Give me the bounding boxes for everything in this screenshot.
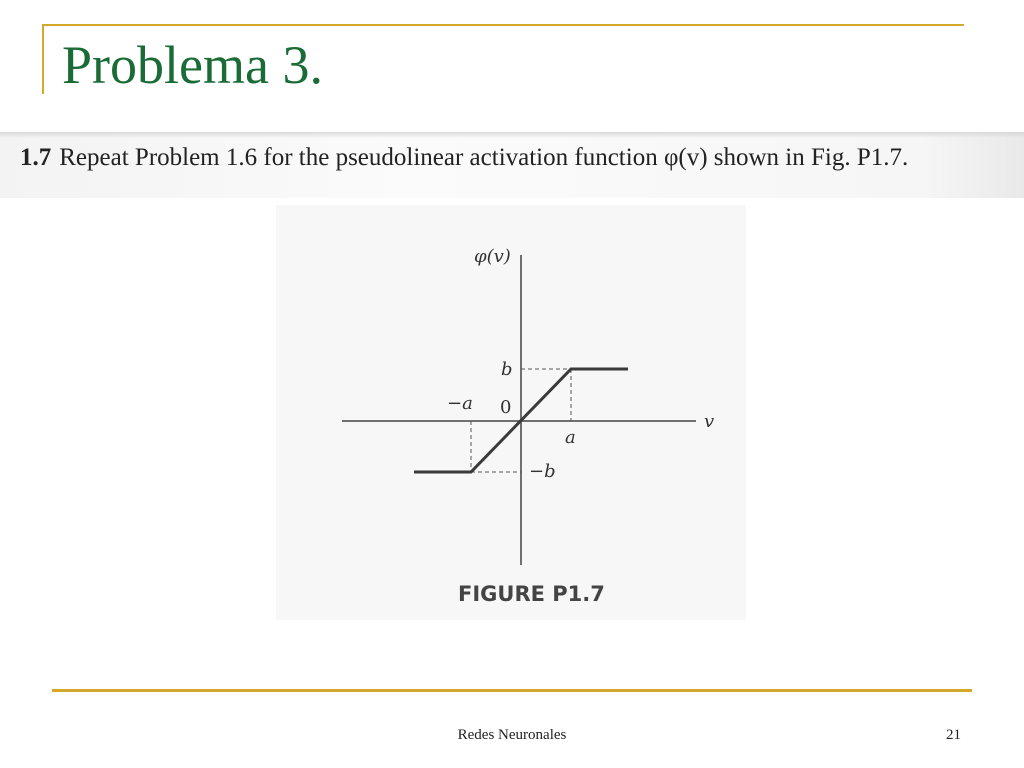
problem-text: Repeat Problem 1.6 for the pseudolinear activation function φ(v) shown in Fig. P1.7. — [59, 144, 909, 171]
label-b: b — [501, 359, 513, 380]
figure-caption: FIGURE P1.7 — [458, 582, 605, 606]
footer-rule — [52, 689, 972, 692]
slide-title: Problema 3. — [62, 35, 323, 95]
x-axis-label: v — [704, 411, 715, 432]
y-axis-label: φ(v) — [474, 246, 511, 267]
page-number: 21 — [946, 727, 961, 743]
label-a: a — [565, 427, 576, 448]
problem-number: 1.7 — [20, 144, 52, 171]
label-neg-b: −b — [529, 461, 556, 482]
footer-course-name: Redes Neuronales — [457, 727, 567, 743]
origin-label: 0 — [500, 397, 512, 418]
label-neg-a: −a — [447, 393, 473, 414]
